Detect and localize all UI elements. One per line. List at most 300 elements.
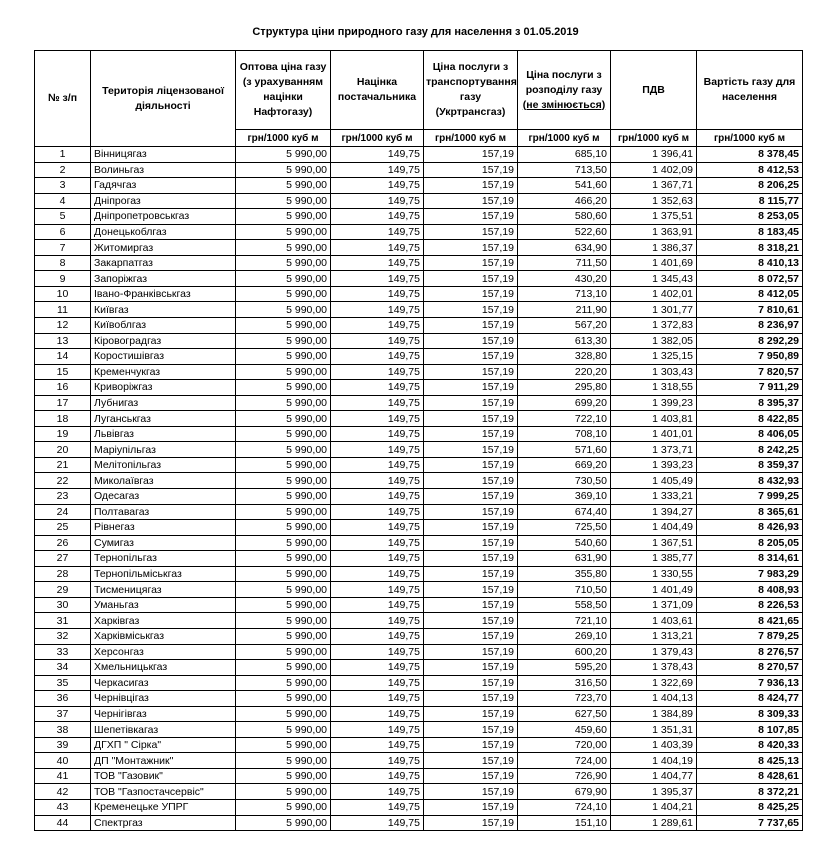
distribution-price: 369,10 bbox=[518, 489, 611, 505]
territory-name: Харківміськгаз bbox=[91, 628, 236, 644]
supplier-markup: 149,75 bbox=[331, 489, 424, 505]
distribution-price: 295,80 bbox=[518, 380, 611, 396]
total-price: 8 425,25 bbox=[697, 799, 803, 815]
territory-name: ТОВ "Газовик" bbox=[91, 768, 236, 784]
table-row bbox=[35, 286, 803, 302]
transport-price: 157,19 bbox=[424, 660, 518, 676]
gas-price-table bbox=[34, 50, 803, 831]
table-row bbox=[35, 753, 803, 769]
total-price: 8 276,57 bbox=[697, 644, 803, 660]
transport-price: 157,19 bbox=[424, 457, 518, 473]
wholesale-price: 5 990,00 bbox=[236, 286, 331, 302]
wholesale-price: 5 990,00 bbox=[236, 535, 331, 551]
distribution-price: 328,80 bbox=[518, 349, 611, 365]
table-row bbox=[35, 660, 803, 676]
supplier-markup: 149,75 bbox=[331, 302, 424, 318]
header-distribution-note: (не змінюється) bbox=[522, 98, 606, 111]
total-price: 7 820,57 bbox=[697, 364, 803, 380]
table-row bbox=[35, 333, 803, 349]
vat-amount: 1 303,43 bbox=[611, 364, 697, 380]
row-number: 8 bbox=[35, 255, 91, 271]
territory-name: Маріупільгаз bbox=[91, 442, 236, 458]
transport-price: 157,19 bbox=[424, 628, 518, 644]
header-num: № з/п bbox=[35, 51, 91, 147]
distribution-price: 679,90 bbox=[518, 784, 611, 800]
row-number: 31 bbox=[35, 613, 91, 629]
transport-price: 157,19 bbox=[424, 333, 518, 349]
row-number: 2 bbox=[35, 162, 91, 178]
transport-price: 157,19 bbox=[424, 815, 518, 831]
supplier-markup: 149,75 bbox=[331, 675, 424, 691]
table-row bbox=[35, 489, 803, 505]
territory-name: Хмельницькгаз bbox=[91, 660, 236, 676]
distribution-price: 541,60 bbox=[518, 178, 611, 194]
supplier-markup: 149,75 bbox=[331, 613, 424, 629]
transport-price: 157,19 bbox=[424, 426, 518, 442]
unit-cell: грн/1000 куб м bbox=[697, 130, 803, 147]
vat-amount: 1 330,55 bbox=[611, 566, 697, 582]
distribution-price: 711,50 bbox=[518, 255, 611, 271]
transport-price: 157,19 bbox=[424, 286, 518, 302]
table-row bbox=[35, 644, 803, 660]
row-number: 6 bbox=[35, 224, 91, 240]
row-number: 11 bbox=[35, 302, 91, 318]
table-row bbox=[35, 628, 803, 644]
supplier-markup: 149,75 bbox=[331, 691, 424, 707]
distribution-price: 713,50 bbox=[518, 162, 611, 178]
vat-amount: 1 373,71 bbox=[611, 442, 697, 458]
table-row bbox=[35, 318, 803, 334]
wholesale-price: 5 990,00 bbox=[236, 473, 331, 489]
transport-price: 157,19 bbox=[424, 566, 518, 582]
supplier-markup: 149,75 bbox=[331, 551, 424, 567]
supplier-markup: 149,75 bbox=[331, 271, 424, 287]
supplier-markup: 149,75 bbox=[331, 644, 424, 660]
vat-amount: 1 402,01 bbox=[611, 286, 697, 302]
total-price: 8 115,77 bbox=[697, 193, 803, 209]
supplier-markup: 149,75 bbox=[331, 628, 424, 644]
row-number: 22 bbox=[35, 473, 91, 489]
wholesale-price: 5 990,00 bbox=[236, 660, 331, 676]
supplier-markup: 149,75 bbox=[331, 768, 424, 784]
table-row bbox=[35, 722, 803, 738]
wholesale-price: 5 990,00 bbox=[236, 815, 331, 831]
table-row bbox=[35, 566, 803, 582]
wholesale-price: 5 990,00 bbox=[236, 302, 331, 318]
table-row bbox=[35, 784, 803, 800]
vat-amount: 1 401,49 bbox=[611, 582, 697, 598]
total-price: 8 270,57 bbox=[697, 660, 803, 676]
territory-name: Донецькоблгаз bbox=[91, 224, 236, 240]
table-row bbox=[35, 209, 803, 225]
distribution-price: 708,10 bbox=[518, 426, 611, 442]
total-price: 8 395,37 bbox=[697, 395, 803, 411]
distribution-price: 730,50 bbox=[518, 473, 611, 489]
transport-price: 157,19 bbox=[424, 395, 518, 411]
row-number: 9 bbox=[35, 271, 91, 287]
wholesale-price: 5 990,00 bbox=[236, 551, 331, 567]
table-row bbox=[35, 504, 803, 520]
wholesale-price: 5 990,00 bbox=[236, 380, 331, 396]
table-row bbox=[35, 799, 803, 815]
supplier-markup: 149,75 bbox=[331, 286, 424, 302]
total-price: 8 410,13 bbox=[697, 255, 803, 271]
row-number: 36 bbox=[35, 691, 91, 707]
total-price: 8 206,25 bbox=[697, 178, 803, 194]
wholesale-price: 5 990,00 bbox=[236, 193, 331, 209]
unit-cell: грн/1000 куб м bbox=[331, 130, 424, 147]
table-row bbox=[35, 457, 803, 473]
total-price: 8 236,97 bbox=[697, 318, 803, 334]
table-row bbox=[35, 395, 803, 411]
transport-price: 157,19 bbox=[424, 799, 518, 815]
row-number: 15 bbox=[35, 364, 91, 380]
transport-price: 157,19 bbox=[424, 349, 518, 365]
distribution-price: 674,40 bbox=[518, 504, 611, 520]
territory-name: Тернопільміськгаз bbox=[91, 566, 236, 582]
distribution-price: 595,20 bbox=[518, 660, 611, 676]
total-price: 8 408,93 bbox=[697, 582, 803, 598]
territory-name: Миколаївгаз bbox=[91, 473, 236, 489]
wholesale-price: 5 990,00 bbox=[236, 582, 331, 598]
row-number: 16 bbox=[35, 380, 91, 396]
table-row bbox=[35, 380, 803, 396]
supplier-markup: 149,75 bbox=[331, 799, 424, 815]
vat-amount: 1 371,09 bbox=[611, 597, 697, 613]
distribution-price: 724,10 bbox=[518, 799, 611, 815]
territory-name: ТОВ "Газпостачсервіс" bbox=[91, 784, 236, 800]
row-number: 25 bbox=[35, 520, 91, 536]
wholesale-price: 5 990,00 bbox=[236, 644, 331, 660]
row-number: 21 bbox=[35, 457, 91, 473]
distribution-price: 466,20 bbox=[518, 193, 611, 209]
distribution-price: 725,50 bbox=[518, 520, 611, 536]
territory-name: Вінницягаз bbox=[91, 147, 236, 163]
supplier-markup: 149,75 bbox=[331, 364, 424, 380]
territory-name: Полтавагаз bbox=[91, 504, 236, 520]
territory-name: Волиньгаз bbox=[91, 162, 236, 178]
territory-name: Львівгаз bbox=[91, 426, 236, 442]
table-row bbox=[35, 535, 803, 551]
distribution-price: 669,20 bbox=[518, 457, 611, 473]
wholesale-price: 5 990,00 bbox=[236, 240, 331, 256]
total-price: 8 314,61 bbox=[697, 551, 803, 567]
supplier-markup: 149,75 bbox=[331, 520, 424, 536]
table-row bbox=[35, 442, 803, 458]
distribution-price: 580,60 bbox=[518, 209, 611, 225]
total-price: 8 359,37 bbox=[697, 457, 803, 473]
supplier-markup: 149,75 bbox=[331, 442, 424, 458]
vat-amount: 1 301,77 bbox=[611, 302, 697, 318]
transport-price: 157,19 bbox=[424, 271, 518, 287]
distribution-price: 567,20 bbox=[518, 318, 611, 334]
wholesale-price: 5 990,00 bbox=[236, 395, 331, 411]
total-price: 8 425,13 bbox=[697, 753, 803, 769]
row-number: 33 bbox=[35, 644, 91, 660]
distribution-price: 316,50 bbox=[518, 675, 611, 691]
territory-name: Кременчукгаз bbox=[91, 364, 236, 380]
vat-amount: 1 404,13 bbox=[611, 691, 697, 707]
supplier-markup: 149,75 bbox=[331, 722, 424, 738]
distribution-price: 540,60 bbox=[518, 535, 611, 551]
wholesale-price: 5 990,00 bbox=[236, 753, 331, 769]
supplier-markup: 149,75 bbox=[331, 753, 424, 769]
row-number: 3 bbox=[35, 178, 91, 194]
row-number: 4 bbox=[35, 193, 91, 209]
table-row bbox=[35, 426, 803, 442]
supplier-markup: 149,75 bbox=[331, 147, 424, 163]
total-price: 8 426,93 bbox=[697, 520, 803, 536]
transport-price: 157,19 bbox=[424, 722, 518, 738]
supplier-markup: 149,75 bbox=[331, 224, 424, 240]
transport-price: 157,19 bbox=[424, 706, 518, 722]
row-number: 32 bbox=[35, 628, 91, 644]
vat-amount: 1 367,51 bbox=[611, 535, 697, 551]
territory-name: Одесагаз bbox=[91, 489, 236, 505]
total-price: 8 318,21 bbox=[697, 240, 803, 256]
row-number: 30 bbox=[35, 597, 91, 613]
transport-price: 157,19 bbox=[424, 162, 518, 178]
distribution-price: 151,10 bbox=[518, 815, 611, 831]
row-number: 28 bbox=[35, 566, 91, 582]
supplier-markup: 149,75 bbox=[331, 582, 424, 598]
territory-name: Київгаз bbox=[91, 302, 236, 318]
wholesale-price: 5 990,00 bbox=[236, 737, 331, 753]
transport-price: 157,19 bbox=[424, 209, 518, 225]
wholesale-price: 5 990,00 bbox=[236, 722, 331, 738]
territory-name: Житомиргаз bbox=[91, 240, 236, 256]
transport-price: 157,19 bbox=[424, 675, 518, 691]
supplier-markup: 149,75 bbox=[331, 473, 424, 489]
total-price: 8 412,53 bbox=[697, 162, 803, 178]
table-row bbox=[35, 349, 803, 365]
supplier-markup: 149,75 bbox=[331, 209, 424, 225]
distribution-price: 631,90 bbox=[518, 551, 611, 567]
wholesale-price: 5 990,00 bbox=[236, 675, 331, 691]
wholesale-price: 5 990,00 bbox=[236, 333, 331, 349]
row-number: 34 bbox=[35, 660, 91, 676]
transport-price: 157,19 bbox=[424, 193, 518, 209]
transport-price: 157,19 bbox=[424, 224, 518, 240]
transport-price: 157,19 bbox=[424, 535, 518, 551]
vat-amount: 1 313,21 bbox=[611, 628, 697, 644]
vat-amount: 1 289,61 bbox=[611, 815, 697, 831]
vat-amount: 1 401,69 bbox=[611, 255, 697, 271]
total-price: 8 365,61 bbox=[697, 504, 803, 520]
supplier-markup: 149,75 bbox=[331, 504, 424, 520]
distribution-price: 726,90 bbox=[518, 768, 611, 784]
territory-name: ДГХП " Сірка" bbox=[91, 737, 236, 753]
distribution-price: 211,90 bbox=[518, 302, 611, 318]
supplier-markup: 149,75 bbox=[331, 380, 424, 396]
total-price: 8 420,33 bbox=[697, 737, 803, 753]
territory-name: Чернівцігаз bbox=[91, 691, 236, 707]
table-row bbox=[35, 768, 803, 784]
vat-amount: 1 351,31 bbox=[611, 722, 697, 738]
territory-name: Тернопільгаз bbox=[91, 551, 236, 567]
header-row bbox=[35, 51, 803, 130]
distribution-price: 721,10 bbox=[518, 613, 611, 629]
wholesale-price: 5 990,00 bbox=[236, 224, 331, 240]
table-row bbox=[35, 255, 803, 271]
row-number: 13 bbox=[35, 333, 91, 349]
distribution-price: 699,20 bbox=[518, 395, 611, 411]
header-transport: Ціна послуги з транспортування газу (Укртрансгаз) bbox=[424, 51, 518, 130]
distribution-price: 713,10 bbox=[518, 286, 611, 302]
table-row bbox=[35, 551, 803, 567]
total-price: 8 183,45 bbox=[697, 224, 803, 240]
row-number: 40 bbox=[35, 753, 91, 769]
vat-amount: 1 372,83 bbox=[611, 318, 697, 334]
distribution-price: 627,50 bbox=[518, 706, 611, 722]
vat-amount: 1 333,21 bbox=[611, 489, 697, 505]
territory-name: Івано-Франківськгаз bbox=[91, 286, 236, 302]
distribution-price: 634,90 bbox=[518, 240, 611, 256]
table-row bbox=[35, 582, 803, 598]
wholesale-price: 5 990,00 bbox=[236, 255, 331, 271]
total-price: 8 428,61 bbox=[697, 768, 803, 784]
total-price: 8 253,05 bbox=[697, 209, 803, 225]
wholesale-price: 5 990,00 bbox=[236, 457, 331, 473]
vat-amount: 1 396,41 bbox=[611, 147, 697, 163]
supplier-markup: 149,75 bbox=[331, 395, 424, 411]
transport-price: 157,19 bbox=[424, 147, 518, 163]
territory-name: Харківгаз bbox=[91, 613, 236, 629]
vat-amount: 1 379,43 bbox=[611, 644, 697, 660]
total-price: 7 983,29 bbox=[697, 566, 803, 582]
distribution-price: 558,50 bbox=[518, 597, 611, 613]
vat-amount: 1 401,01 bbox=[611, 426, 697, 442]
vat-amount: 1 325,15 bbox=[611, 349, 697, 365]
distribution-price: 459,60 bbox=[518, 722, 611, 738]
wholesale-price: 5 990,00 bbox=[236, 706, 331, 722]
transport-price: 157,19 bbox=[424, 582, 518, 598]
total-price: 8 372,21 bbox=[697, 784, 803, 800]
vat-amount: 1 386,37 bbox=[611, 240, 697, 256]
total-price: 7 737,65 bbox=[697, 815, 803, 831]
distribution-price: 720,00 bbox=[518, 737, 611, 753]
wholesale-price: 5 990,00 bbox=[236, 349, 331, 365]
table-row bbox=[35, 473, 803, 489]
vat-amount: 1 363,91 bbox=[611, 224, 697, 240]
row-number: 18 bbox=[35, 411, 91, 427]
territory-name: Кременецьке УПРГ bbox=[91, 799, 236, 815]
distribution-price: 220,20 bbox=[518, 364, 611, 380]
table-row bbox=[35, 240, 803, 256]
vat-amount: 1 352,63 bbox=[611, 193, 697, 209]
supplier-markup: 149,75 bbox=[331, 162, 424, 178]
wholesale-price: 5 990,00 bbox=[236, 364, 331, 380]
header-wholesale: Оптова ціна газу (з урахуванням націнки Нафтогазу) bbox=[236, 51, 331, 130]
table-body bbox=[35, 147, 803, 831]
supplier-markup: 149,75 bbox=[331, 597, 424, 613]
row-number: 20 bbox=[35, 442, 91, 458]
transport-price: 157,19 bbox=[424, 240, 518, 256]
row-number: 37 bbox=[35, 706, 91, 722]
total-price: 8 424,77 bbox=[697, 691, 803, 707]
distribution-price: 430,20 bbox=[518, 271, 611, 287]
wholesale-price: 5 990,00 bbox=[236, 442, 331, 458]
total-price: 7 879,25 bbox=[697, 628, 803, 644]
vat-amount: 1 402,09 bbox=[611, 162, 697, 178]
supplier-markup: 149,75 bbox=[331, 178, 424, 194]
distribution-price: 522,60 bbox=[518, 224, 611, 240]
table-row bbox=[35, 597, 803, 613]
total-price: 8 242,25 bbox=[697, 442, 803, 458]
transport-price: 157,19 bbox=[424, 411, 518, 427]
unit-cell: грн/1000 куб м bbox=[518, 130, 611, 147]
row-number: 24 bbox=[35, 504, 91, 520]
territory-name: Київоблгаз bbox=[91, 318, 236, 334]
total-price: 8 107,85 bbox=[697, 722, 803, 738]
row-number: 42 bbox=[35, 784, 91, 800]
supplier-markup: 149,75 bbox=[331, 535, 424, 551]
table-row bbox=[35, 302, 803, 318]
wholesale-price: 5 990,00 bbox=[236, 799, 331, 815]
wholesale-price: 5 990,00 bbox=[236, 178, 331, 194]
unit-cell: грн/1000 куб м bbox=[424, 130, 518, 147]
supplier-markup: 149,75 bbox=[331, 426, 424, 442]
vat-amount: 1 393,23 bbox=[611, 457, 697, 473]
total-price: 8 226,53 bbox=[697, 597, 803, 613]
total-price: 8 292,29 bbox=[697, 333, 803, 349]
vat-amount: 1 382,05 bbox=[611, 333, 697, 349]
territory-name: Рівнегаз bbox=[91, 520, 236, 536]
row-number: 12 bbox=[35, 318, 91, 334]
transport-price: 157,19 bbox=[424, 473, 518, 489]
table-row bbox=[35, 364, 803, 380]
table-row bbox=[35, 520, 803, 536]
supplier-markup: 149,75 bbox=[331, 457, 424, 473]
table-row bbox=[35, 691, 803, 707]
total-price: 7 911,29 bbox=[697, 380, 803, 396]
territory-name: Криворіжгаз bbox=[91, 380, 236, 396]
distribution-price: 269,10 bbox=[518, 628, 611, 644]
vat-amount: 1 395,37 bbox=[611, 784, 697, 800]
wholesale-price: 5 990,00 bbox=[236, 628, 331, 644]
table-row bbox=[35, 706, 803, 722]
total-price: 8 309,33 bbox=[697, 706, 803, 722]
table-row bbox=[35, 147, 803, 163]
row-number: 44 bbox=[35, 815, 91, 831]
territory-name: Сумигаз bbox=[91, 535, 236, 551]
transport-price: 157,19 bbox=[424, 737, 518, 753]
total-price: 8 432,93 bbox=[697, 473, 803, 489]
vat-amount: 1 403,39 bbox=[611, 737, 697, 753]
distribution-price: 724,00 bbox=[518, 753, 611, 769]
transport-price: 157,19 bbox=[424, 380, 518, 396]
supplier-markup: 149,75 bbox=[331, 706, 424, 722]
territory-name: Черкасигаз bbox=[91, 675, 236, 691]
row-number: 5 bbox=[35, 209, 91, 225]
transport-price: 157,19 bbox=[424, 551, 518, 567]
territory-name: Дніпрогаз bbox=[91, 193, 236, 209]
territory-name: Гадячгаз bbox=[91, 178, 236, 194]
supplier-markup: 149,75 bbox=[331, 318, 424, 334]
total-price: 8 421,65 bbox=[697, 613, 803, 629]
header-distribution bbox=[518, 51, 611, 130]
distribution-price: 355,80 bbox=[518, 566, 611, 582]
distribution-price: 722,10 bbox=[518, 411, 611, 427]
table-row bbox=[35, 411, 803, 427]
header-distribution-text: Ціна послуги з розподілу газу bbox=[525, 68, 603, 96]
distribution-price: 685,10 bbox=[518, 147, 611, 163]
table-row bbox=[35, 193, 803, 209]
row-number: 19 bbox=[35, 426, 91, 442]
wholesale-price: 5 990,00 bbox=[236, 426, 331, 442]
total-price: 8 406,05 bbox=[697, 426, 803, 442]
distribution-price: 571,60 bbox=[518, 442, 611, 458]
